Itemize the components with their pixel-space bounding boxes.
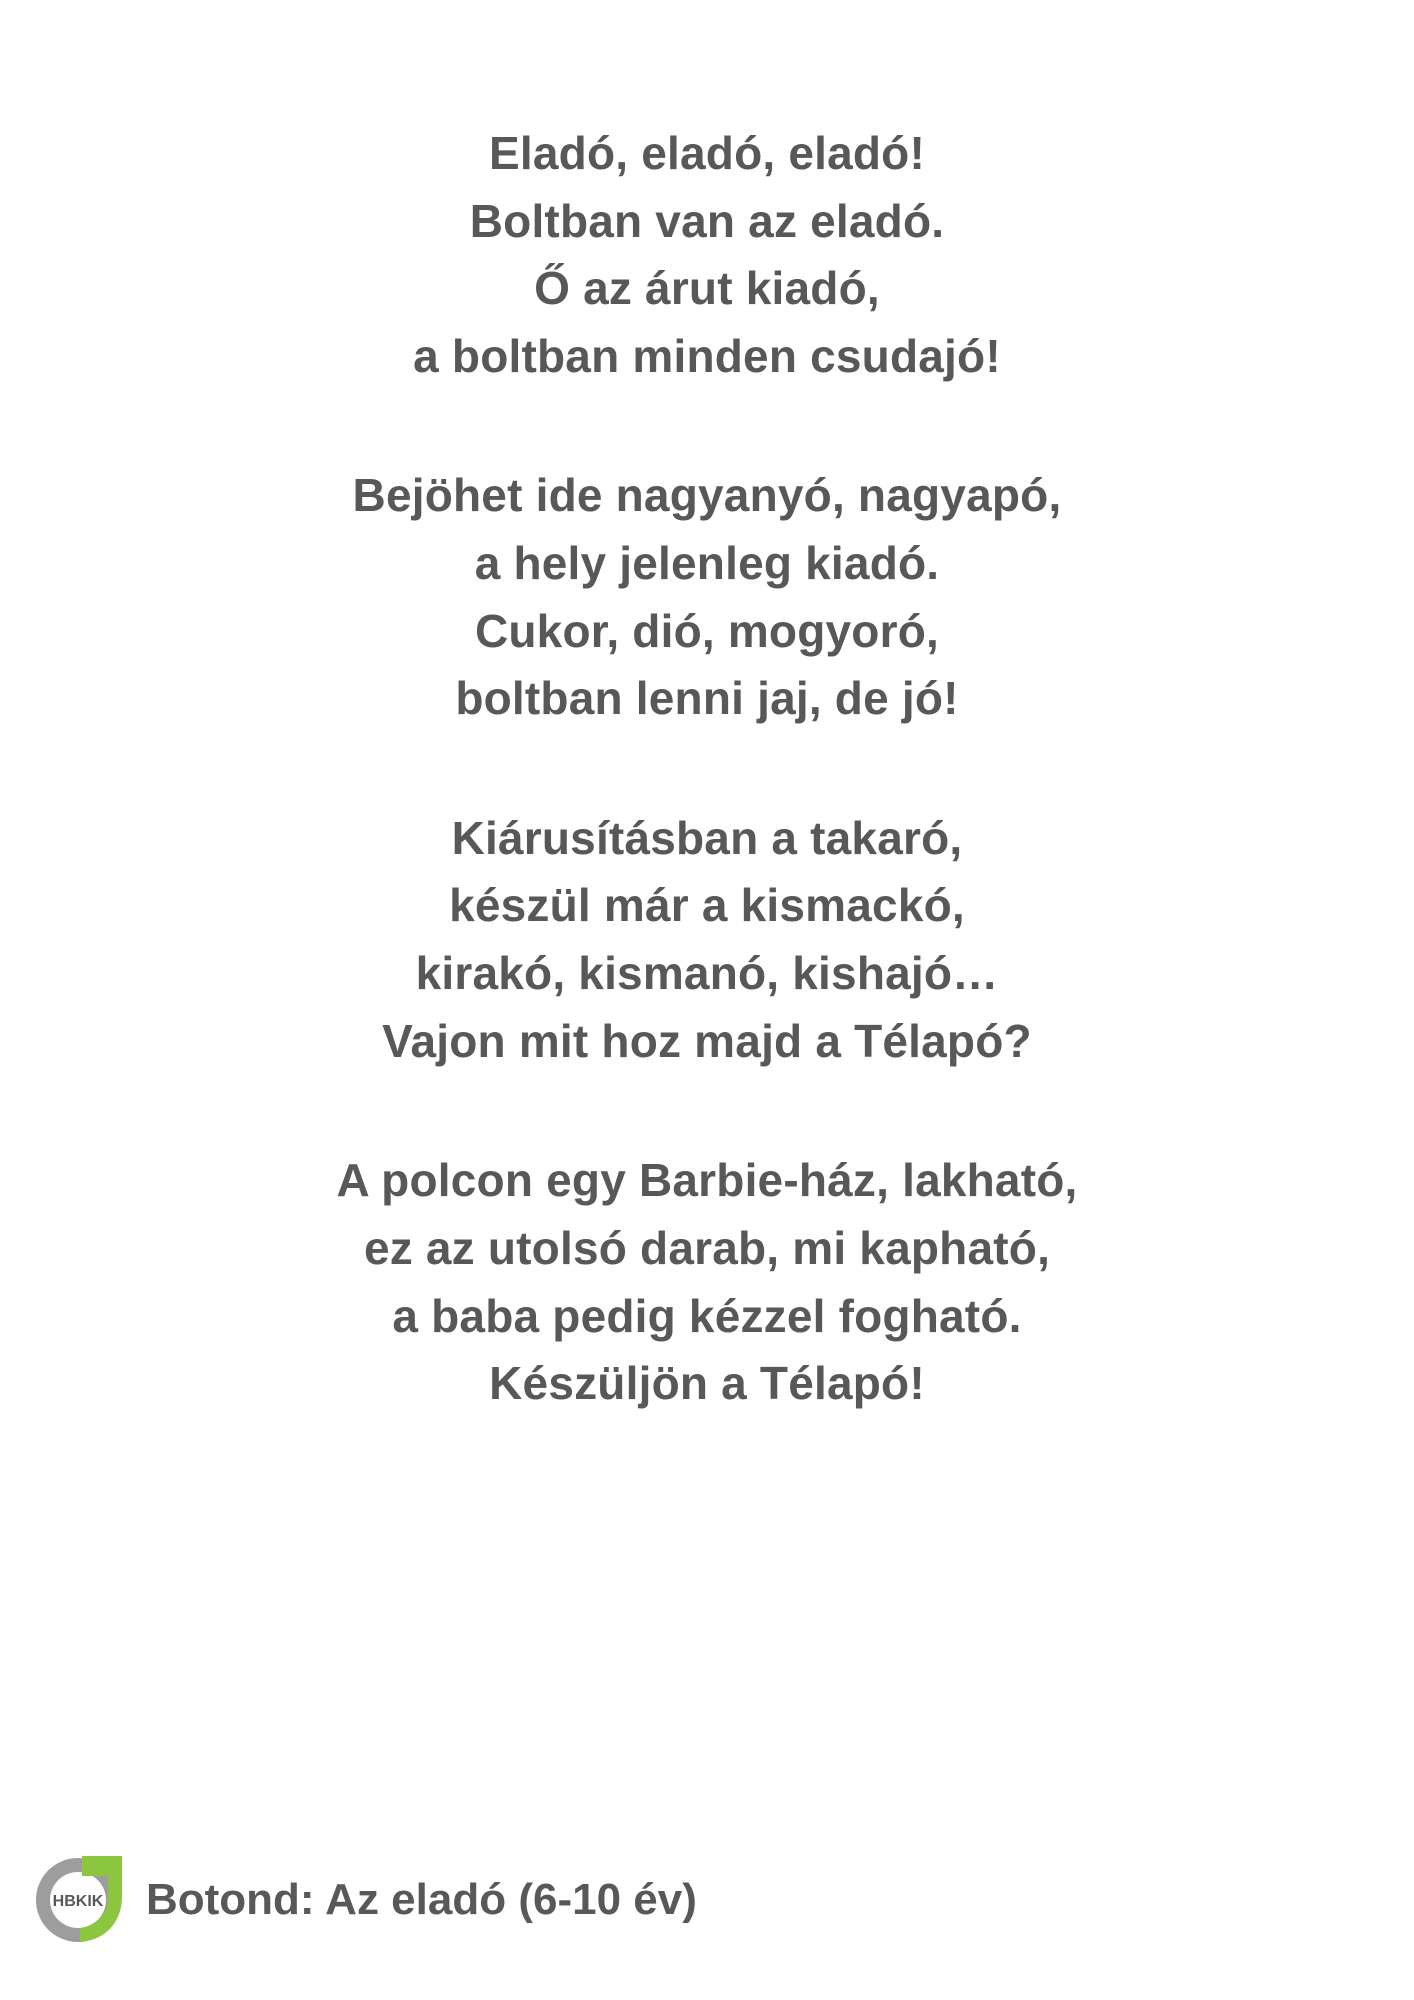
poem-stanza <box>382 805 1032 1075</box>
poem-line: a baba pedig kézzel fogható. <box>392 1289 1022 1342</box>
poem-line: boltban lenni jaj, de jó! <box>455 672 959 725</box>
poem-line: Készüljön a Télapó! <box>489 1357 925 1410</box>
poem-line: ez az utolsó darab, mi kapható, <box>363 1221 1051 1274</box>
poem-line: készül már a kismackó, <box>449 879 965 932</box>
poem-line: Vajon mit hoz majd a Télapó? <box>382 1014 1032 1067</box>
poem-line: kirakó, kismanó, kishajó… <box>415 947 999 1000</box>
poem-line: Boltban van az eladó. <box>469 194 945 247</box>
poem-line: a boltban minden csudajó! <box>413 329 1001 382</box>
figure-caption: Botond: Az eladó (6-10 év) <box>146 1874 697 1924</box>
poem-stanza <box>413 120 1001 390</box>
poem-stanza <box>336 1147 1077 1417</box>
poem-line: Ő az árut kiadó, <box>534 262 880 315</box>
poem-line: Eladó, eladó, eladó! <box>489 127 925 179</box>
document-footer <box>0 1852 1414 1948</box>
poem-line: Kiárusításban a takaró, <box>451 811 963 864</box>
poem-line: Bejöhet ide nagyanyó, nagyapó, <box>352 469 1062 522</box>
poem-stanza <box>353 462 1062 732</box>
poem-line: a hely jelenleg kiadó. <box>474 537 940 590</box>
poem-line: A polcon egy Barbie-ház, lakható, <box>336 1154 1078 1207</box>
poem-line: Cukor, dió, mogyoró, <box>474 604 939 657</box>
hbkik-logo-text: HBKIK <box>52 1893 104 1910</box>
hbkik-logo-icon <box>30 1852 126 1948</box>
